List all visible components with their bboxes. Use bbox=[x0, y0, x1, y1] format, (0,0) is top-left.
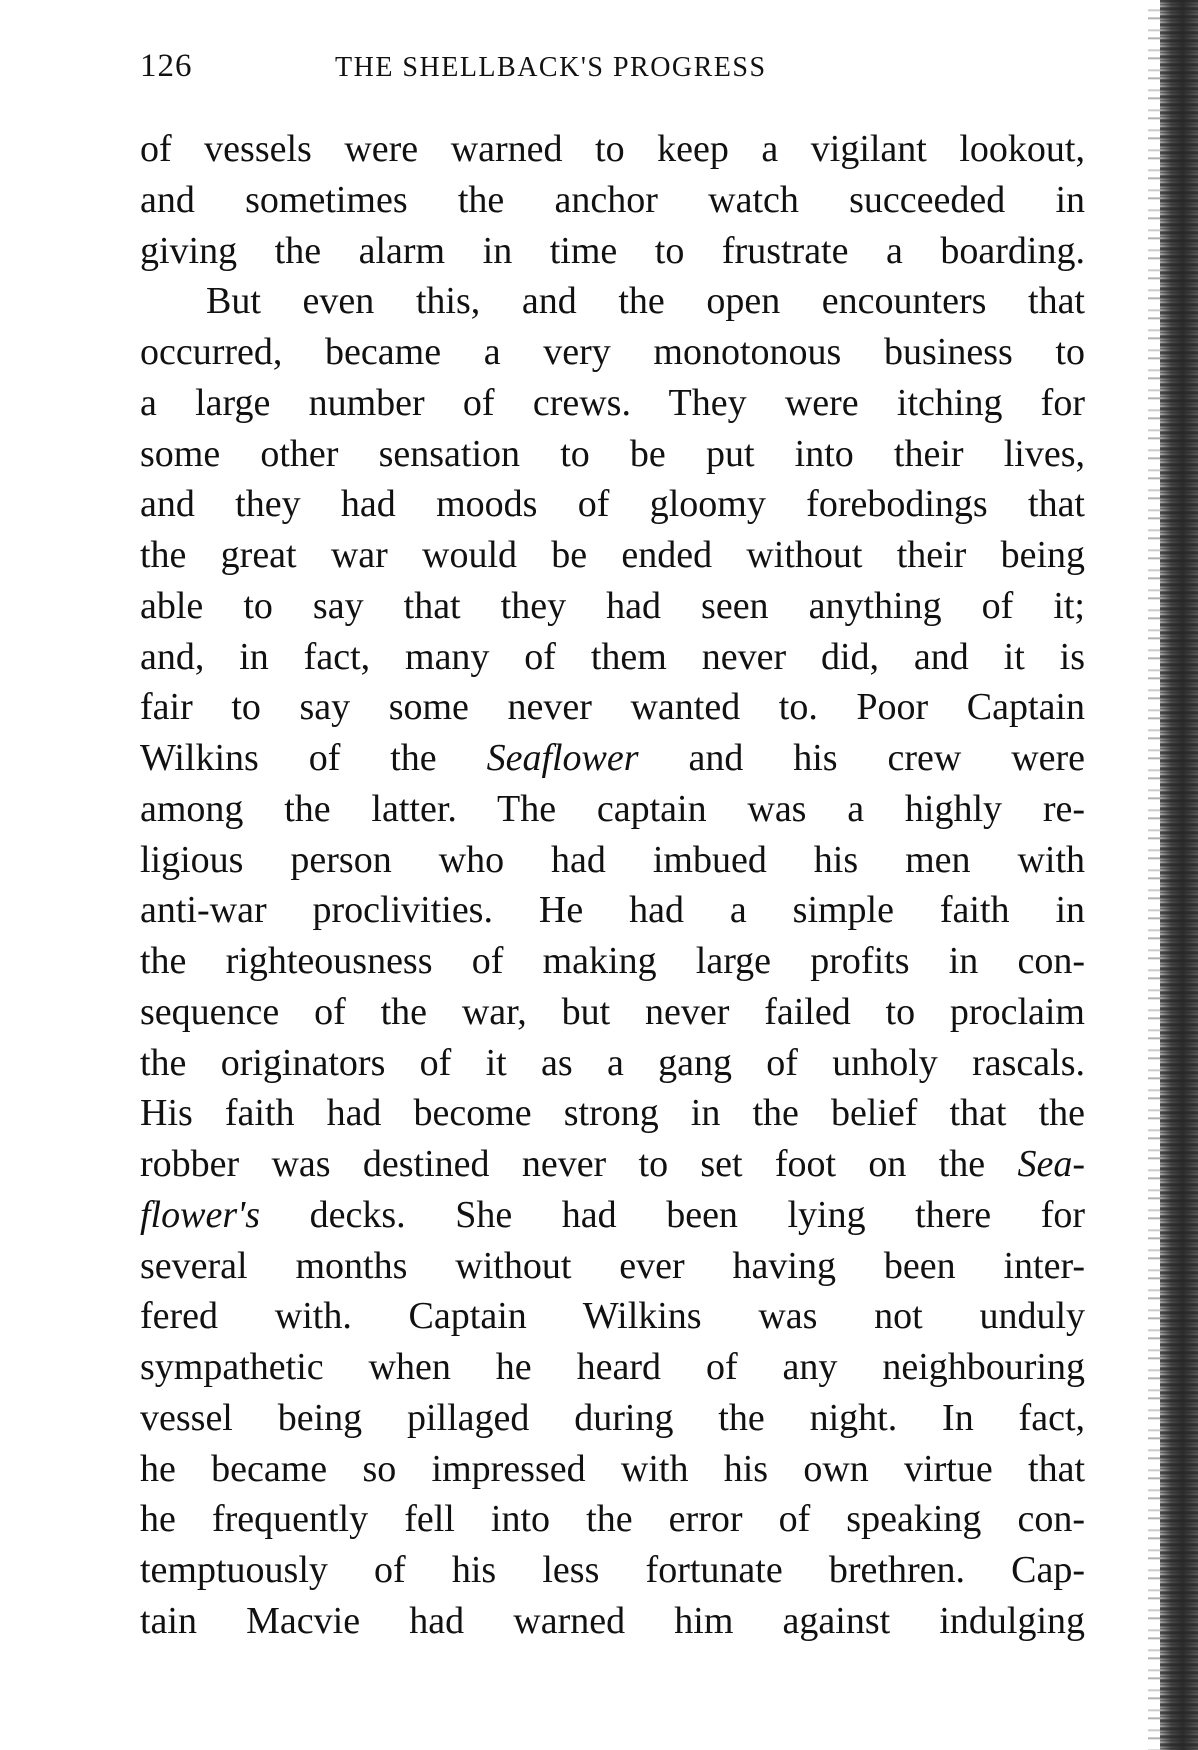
text-line bbox=[140, 1139, 1085, 1190]
text-segment: decks. She had been lying there for bbox=[309, 1193, 1085, 1236]
text-line: sympathetic when he heard of any neighbouring bbox=[140, 1346, 1085, 1388]
text-line: several months without ever having been inter- bbox=[140, 1244, 1085, 1287]
running-head: THE SHELLBACK'S PROGRESS bbox=[335, 52, 767, 83]
text-line: among the latter. The captain was a highly re- bbox=[140, 787, 1085, 830]
text-segment: Wilkins of the bbox=[140, 737, 437, 779]
text-line: temptuously of his less fortunate brethren. Cap- bbox=[140, 1549, 1085, 1591]
ship-name: flower's bbox=[140, 1193, 261, 1236]
page-header bbox=[140, 48, 1085, 98]
text-line: some other sensation to be put into their lives, bbox=[140, 432, 1085, 475]
text-line: and sometimes the anchor watch succeeded in bbox=[140, 178, 1085, 221]
page-binding-edge bbox=[1160, 0, 1198, 1750]
text-line: able to say that they had seen anything of it; bbox=[140, 584, 1085, 627]
text-line: giving the alarm in time to frustrate a boarding. bbox=[140, 229, 1085, 272]
body-text bbox=[140, 124, 1085, 1647]
text-line: the righteousness of making large profits in con- bbox=[140, 940, 1085, 982]
text-line bbox=[140, 1190, 1085, 1241]
text-line: occurred, became a very monotonous business to bbox=[140, 331, 1085, 373]
ship-name: Seaflower bbox=[486, 737, 639, 779]
text-line: ligious person who had imbued his men with bbox=[140, 838, 1085, 881]
text-line: he frequently fell into the error of speaking con- bbox=[140, 1498, 1085, 1541]
text-line: a large number of crews. They were itching for bbox=[140, 381, 1085, 424]
text-line: anti-war proclivities. He had a simple faith in bbox=[140, 889, 1085, 932]
text-segment: and his crew were bbox=[688, 737, 1086, 779]
text-line: sequence of the war, but never failed to proclaim bbox=[140, 990, 1085, 1033]
text-line: and, in fact, many of them never did, and it is bbox=[140, 635, 1085, 678]
text-line: fair to say some never wanted to. Poor Captain bbox=[140, 686, 1085, 729]
text-line: tain Macvie had warned him against indulging bbox=[140, 1599, 1085, 1642]
text-line: vessel being pillaged during the night. In fact, bbox=[140, 1396, 1085, 1439]
text-line: of vessels were warned to keep a vigilant lookout, bbox=[140, 128, 1085, 170]
text-line: fered with. Captain Wilkins was not unduly bbox=[140, 1295, 1085, 1338]
ship-name: Sea- bbox=[1017, 1143, 1086, 1185]
binding-shadow bbox=[1148, 0, 1160, 1750]
text-line: and they had moods of gloomy forebodings that bbox=[140, 483, 1085, 526]
text-line: the great war would be ended without their being bbox=[140, 534, 1085, 576]
text-line: But even this, and the open encounters that bbox=[206, 280, 1085, 323]
text-line bbox=[140, 733, 1085, 784]
text-line: the originators of it as a gang of unholy rascals. bbox=[140, 1041, 1085, 1084]
text-line: His faith had become strong in the belief that the bbox=[140, 1092, 1085, 1135]
page-number: 126 bbox=[140, 48, 193, 84]
text-segment: robber was destined never to set foot on the bbox=[140, 1143, 986, 1185]
text-line: he became so impressed with his own virtue that bbox=[140, 1447, 1085, 1490]
